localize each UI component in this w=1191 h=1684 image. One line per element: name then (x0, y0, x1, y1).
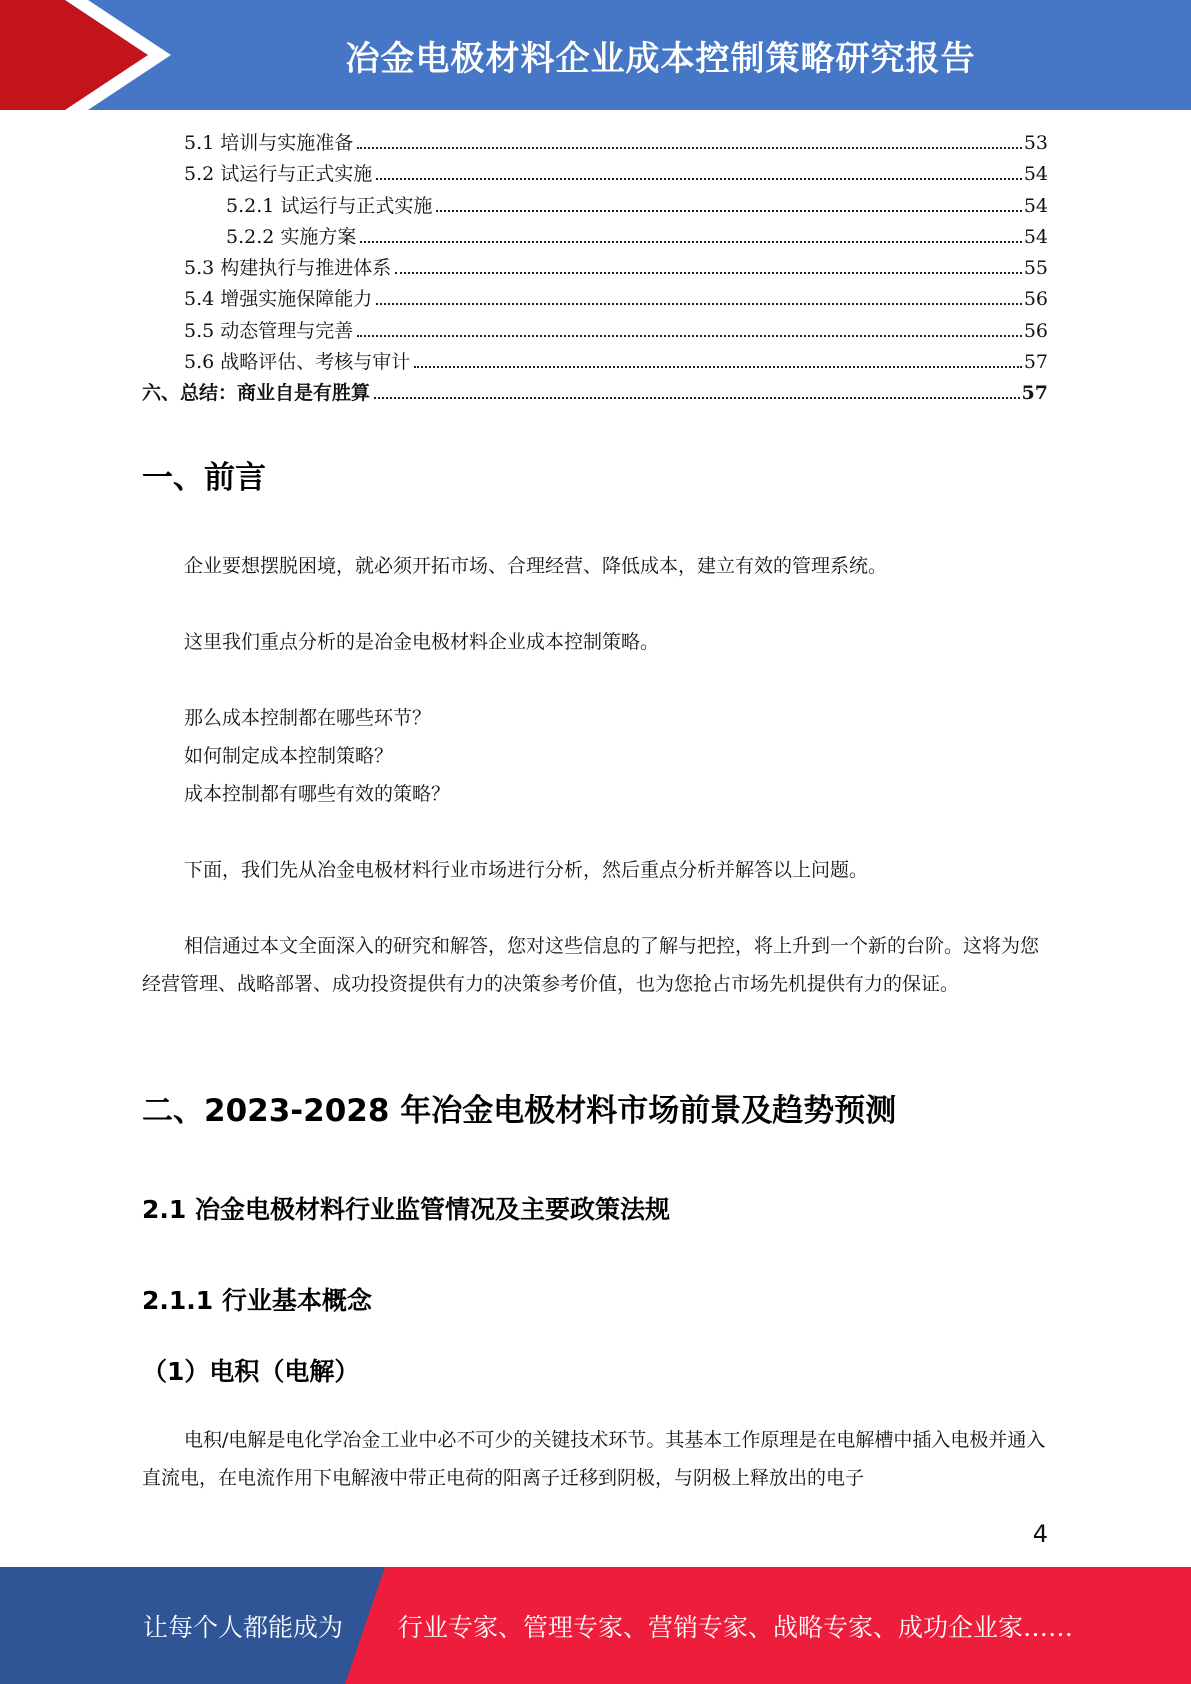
page-footer (0, 1567, 1191, 1684)
electrowinning-paragraph: 电积/电解是电化学冶金工业中必不可少的关键技术环节。其基本工作原理是在电解槽中插入电极并通入直流电，在电流作用下电解液中带正电荷的阳离子迁移到阴极，与阴极上释放出的电子 (142, 1429, 1046, 1489)
question-item: 那么成本控制都在哪些环节？ (184, 707, 432, 729)
toc-leader-dots (360, 241, 1021, 243)
toc-entry[interactable] (142, 159, 1048, 190)
toc-entry[interactable] (142, 347, 1048, 378)
toc-entry-label: 5.3 构建执行与推进体系 (184, 257, 392, 280)
toc-entry[interactable] (142, 284, 1048, 315)
toc-leader-dots (357, 335, 1022, 337)
toc-entry-label: 5.2.1 试运行与正式实施 (226, 194, 433, 217)
toc-entry-label: 5.2.2 实施方案 (226, 225, 357, 248)
toc-entry-page: 54 (1023, 163, 1048, 186)
toc-leader-dots (395, 272, 1022, 274)
subsection-electrowinning-heading: （1）电积（电解） (142, 1357, 360, 1386)
toc-leader-dots (376, 303, 1022, 305)
toc-entry-page: 54 (1023, 194, 1048, 217)
toc-entry-page: 53 (1023, 132, 1048, 154)
toc-leader-dots (357, 147, 1022, 149)
toc-entry-page: 57 (1021, 382, 1048, 405)
footer-slogan-left: 让每个人都能成为 (143, 1612, 344, 1642)
toc-entry-page: 56 (1023, 319, 1048, 342)
toc-entry-page: 54 (1023, 225, 1048, 248)
toc-leader-dots (376, 178, 1022, 180)
toc-entry-label: 5.2 试运行与正式实施 (184, 163, 373, 186)
toc-entry-page: 56 (1023, 288, 1048, 311)
toc-leader-dots (414, 366, 1022, 368)
toc-entry[interactable] (142, 316, 1048, 347)
section-2-1-1-heading: 2.1.1 行业基本概念 (142, 1286, 372, 1315)
page-number: 4 (1032, 1520, 1048, 1548)
page-header (0, 0, 1191, 110)
table-of-contents (142, 128, 1048, 410)
toc-entry-label: 5.5 动态管理与完善 (184, 319, 354, 342)
section-2-1-heading: 2.1 冶金电极材料行业监管情况及主要政策法规 (142, 1195, 670, 1224)
preface-paragraph: 下面，我们先从冶金电极材料行业市场进行分析，然后重点分析并解答以上问题。 (184, 859, 869, 881)
toc-entry-label: 5.6 战略评估、考核与审计 (184, 351, 411, 374)
question-item: 成本控制都有哪些有效的策略？ (184, 783, 451, 805)
toc-entry[interactable] (142, 191, 1048, 222)
toc-entry-label: 六、总结：商业自是有胜算 (142, 382, 371, 405)
toc-entry[interactable] (142, 378, 1048, 409)
report-title: 冶金电极材料企业成本控制策略研究报告 (345, 38, 976, 79)
toc-entry-label: 5.1 培训与实施准备 (184, 132, 354, 154)
toc-entry-page: 57 (1023, 351, 1048, 374)
toc-entry-page: 55 (1023, 257, 1048, 280)
toc-entry[interactable] (142, 222, 1048, 253)
preface-paragraph: 相信通过本文全面深入的研究和解答，您对这些信息的了解与把控，将上升到一个新的台阶。这将为您经营管理、战略部署、成功投资提供有力的决策参考价值，也为您抢占市场先机提供有力的保证。 (142, 935, 1040, 995)
preface-paragraph: 企业要想摆脱困境，就必须开拓市场、合理经营、降低成本，建立有效的管理系统。 (184, 555, 888, 577)
preface-paragraph: 这里我们重点分析的是冶金电极材料企业成本控制策略。 (184, 631, 660, 653)
market-heading: 二、2023-2028 年冶金电极材料市场前景及趋势预测 (142, 1093, 897, 1129)
toc-leader-dots (436, 210, 1021, 212)
preface-heading: 一、前言 (142, 460, 266, 496)
toc-entry-label: 5.4 增强实施保障能力 (184, 288, 373, 311)
toc-entry[interactable] (142, 128, 1048, 159)
footer-slogan-right: 行业专家、管理专家、营销专家、战略专家、成功企业家…… (398, 1612, 1074, 1642)
question-item: 如何制定成本控制策略？ (184, 745, 394, 767)
toc-leader-dots (374, 397, 1020, 399)
toc-entry[interactable] (142, 253, 1048, 284)
